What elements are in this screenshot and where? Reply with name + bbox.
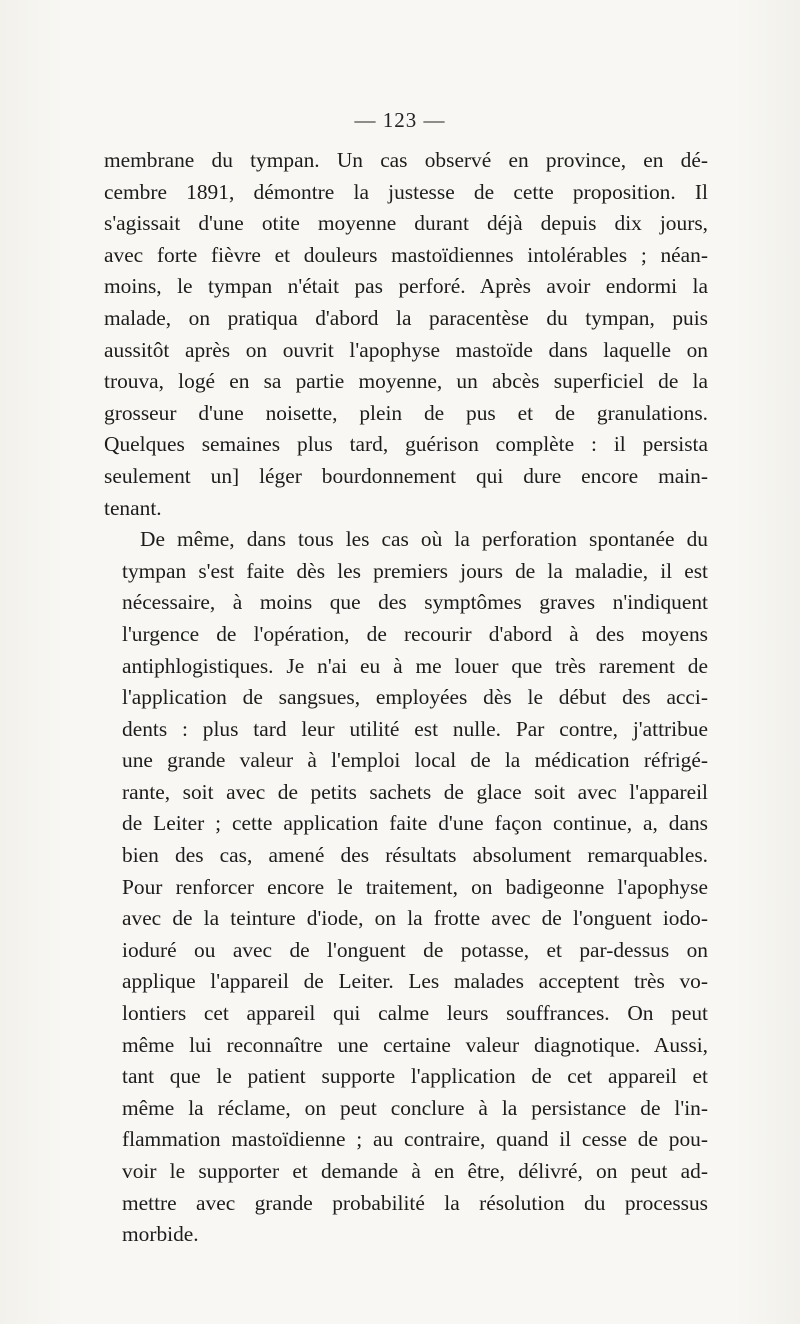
text-line: rante, soit avec de petits sachets de glace soit avec l'appareil — [122, 779, 708, 804]
text-line: morbide. — [122, 1222, 199, 1247]
text-line: cembre 1891, démontre la justesse de cette proposition. Il — [104, 179, 708, 204]
page-number: — 123 — — [354, 108, 446, 132]
text-line: moins, le tympan n'était pas perforé. Après avoir endormi la — [104, 274, 708, 299]
text-line: voir le supporter et demande à en être, délivré, on peut ad- — [122, 1159, 708, 1183]
text-line: grosseur d'une noisette, plein de pus et de granulations. — [104, 400, 708, 425]
text-line: avec de la teinture d'iode, on la frotte avec de l'onguent iodo- — [122, 906, 708, 931]
text-line: Pour renforcer encore le traitement, on badigeonne l'apophyse — [122, 874, 708, 899]
text-line: applique l'appareil de Leiter. Les malades acceptent très vo- — [122, 969, 708, 994]
text-line: même lui reconnaître une certaine valeur diagnotique. Aussi, — [122, 1032, 708, 1057]
paragraph — [104, 145, 708, 524]
text-line: flammation mastoïdienne ; au contraire, quand il cesse de pou- — [122, 1127, 708, 1152]
text-line: dents : plus tard leur utilité est nulle. Par contre, j'attribue — [122, 716, 708, 741]
text-line: trouva, logé en sa partie moyenne, un abcès superficiel de la — [104, 369, 708, 394]
text-line: membrane du tympan. Un cas observé en province, en dé- — [104, 148, 708, 172]
text-line: tant que le patient supporte l'application de cet appareil et — [122, 1064, 708, 1089]
text-line: de Leiter ; cette application faite d'une façon continue, a, dans — [122, 811, 708, 836]
text-line: l'application de sangsues, employées dès le début des acci- — [122, 685, 708, 710]
body-text — [104, 145, 708, 1251]
text-line: aussitôt après on ouvrit l'apophyse mastoïde dans laquelle on — [104, 337, 708, 362]
text-line: ioduré ou avec de l'onguent de potasse, et par-dessus on — [122, 937, 708, 962]
text-line: seulement un] léger bourdonnement qui dure encore main- — [104, 463, 708, 488]
text-line: une grande valeur à l'emploi local de la médication réfrigé- — [122, 748, 708, 773]
text-line: antiphlogistiques. Je n'ai eu à me louer que très rarement de — [122, 653, 708, 678]
text-line: mettre avec grande probabilité la résolution du processus — [122, 1190, 708, 1215]
paragraph — [104, 524, 708, 1251]
text-line: nécessaire, à moins que des symptômes graves n'indiquent — [122, 590, 708, 615]
text-line: l'urgence de l'opération, de recourir d'abord à des moyens — [122, 621, 708, 646]
text-line: malade, on pratiqua d'abord la paracentèse du tympan, puis — [104, 305, 708, 330]
text-line: avec forte fièvre et douleurs mastoïdiennes intolérables ; néan- — [104, 242, 708, 267]
text-line: De même, dans tous les cas où la perforation spontanée du — [140, 527, 708, 552]
text-line: même la réclame, on peut conclure à la persistance de l'in- — [122, 1095, 708, 1120]
text-line: bien des cas, amené des résultats absolument remarquables. — [122, 843, 708, 868]
text-line: s'agissait d'une otite moyenne durant déjà depuis dix jours, — [104, 211, 708, 236]
text-line: tympan s'est faite dès les premiers jours de la maladie, il est — [122, 558, 708, 583]
text-line: tenant. — [104, 495, 162, 520]
text-line: Quelques semaines plus tard, guérison complète : il persista — [104, 432, 708, 457]
text-line: lontiers cet appareil qui calme leurs souffrances. On peut — [122, 1001, 708, 1026]
